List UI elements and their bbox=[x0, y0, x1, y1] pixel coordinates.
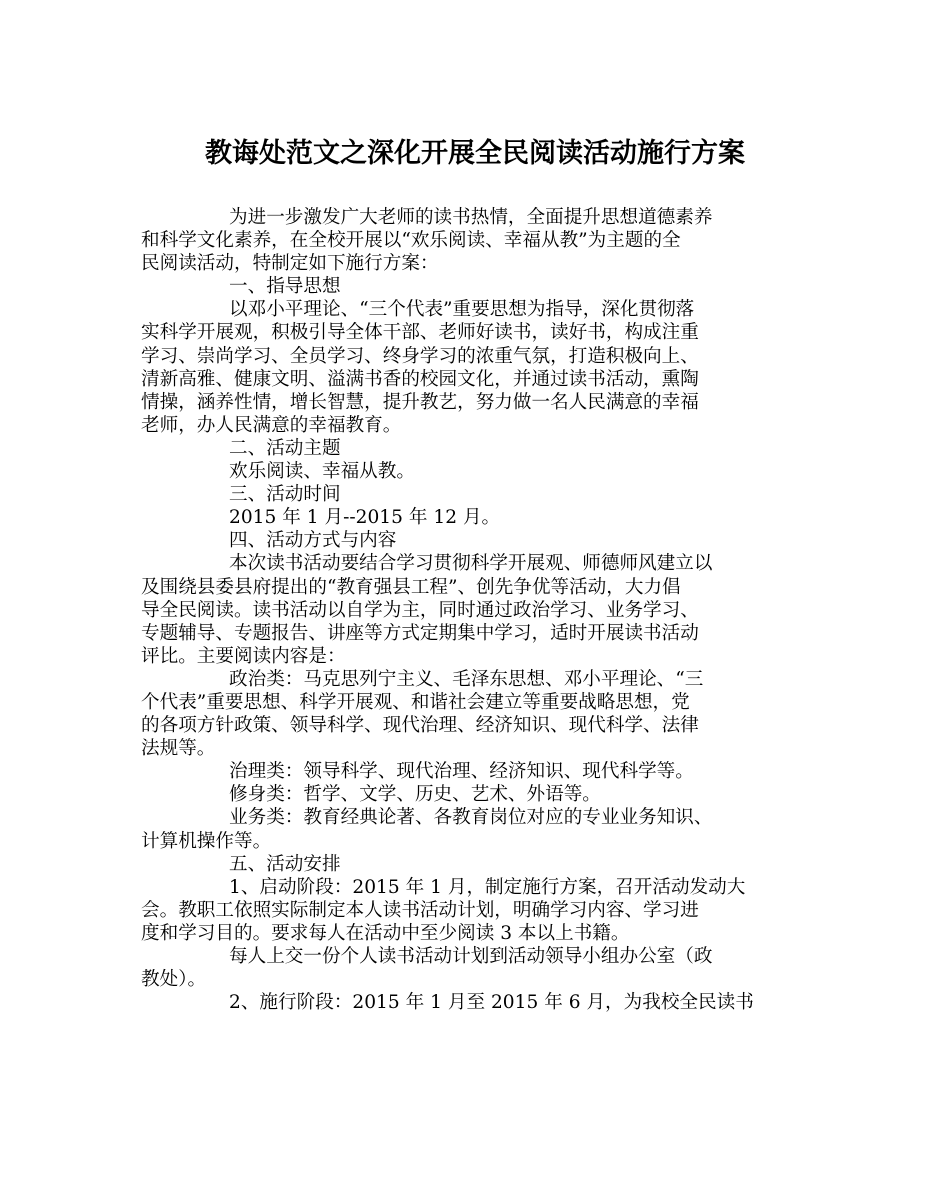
section-heading: 四、活动方式与内容 bbox=[229, 530, 397, 552]
paragraph-line: 欢乐阅读、幸福从教。 bbox=[229, 461, 415, 483]
paragraph-line: 个代表”重要思想、科学开展观、和谐社会建立等重要战略思想，党 bbox=[141, 691, 690, 713]
paragraph-line: 的各项方针政策、领导科学、现代治理、经济知识、现代科学、法律 bbox=[141, 715, 699, 737]
paragraph-line: 度和学习目的。要求每人在活动中至少阅读 3 本以上书籍。 bbox=[141, 922, 630, 944]
section-heading: 五、活动安排 bbox=[229, 853, 341, 875]
paragraph-line: 专题辅导、专题报告、讲座等方式定期集中学习，适时开展读书活动 bbox=[141, 622, 699, 644]
paragraph-line: 以邓小平理论、“三个代表”重要思想为指导，深化贯彻落 bbox=[229, 299, 695, 321]
paragraph-line: 每人上交一份个人读书活动计划到活动领导小组办公室（政 bbox=[229, 946, 713, 967]
paragraph-line: 政治类：马克思列宁主义、毛泽东思想、邓小平理论、“三 bbox=[229, 668, 704, 690]
document-title: 教诲处范文之深化开展全民阅读活动施行方案 bbox=[205, 138, 745, 169]
paragraph-line: 修身类：哲学、文学、历史、艺术、外语等。 bbox=[229, 784, 601, 806]
section-heading: 二、活动主题 bbox=[229, 437, 341, 459]
document-body bbox=[141, 206, 811, 1014]
paragraph-line: 及围绕县委县府提出的“教育强县工程”、创先争优等活动，大力倡 bbox=[141, 576, 681, 598]
paragraph-line: 治理类：领导科学、现代治理、经济知识、现代科学等。 bbox=[229, 761, 694, 783]
paragraph-line: 导全民阅读。读书活动以自学为主，同时通过政治学习、业务学习、 bbox=[141, 599, 699, 621]
paragraph-line: 情操，涵养性情，增长智慧，提升教艺，努力做一名人民满意的幸福 bbox=[141, 391, 699, 413]
section-heading: 三、活动时间 bbox=[229, 484, 341, 506]
paragraph-line: 2、施行阶段：2015 年 1 月至 2015 年 6 月，为我校全民读书 bbox=[229, 992, 754, 1014]
paragraph-line: 本次读书活动要结合学习贯彻科学开展观、师德师风建立以 bbox=[229, 553, 713, 575]
paragraph-line: 计算机操作等。 bbox=[141, 830, 272, 852]
paragraph-line: 评比。主要阅读内容是： bbox=[141, 645, 346, 667]
paragraph-line: 教处）。 bbox=[141, 969, 207, 991]
paragraph-line: 和科学文化素养，在全校开展以“欢乐阅读、幸福从教”为主题的全 bbox=[141, 230, 681, 252]
paragraph-line: 2015 年 1 月--2015 年 12 月。 bbox=[229, 507, 501, 529]
paragraph-line: 1、启动阶段：2015 年 1 月，制定施行方案，召开活动发动大 bbox=[229, 876, 746, 898]
paragraph-line: 老师，办人民满意的幸福教育。 bbox=[141, 414, 402, 436]
paragraph-line: 学习、崇尚学习、全员学习、终身学习的浓重气氛，打造积极向上、 bbox=[141, 345, 699, 367]
paragraph-line: 民阅读活动，特制定如下施行方案： bbox=[141, 253, 439, 275]
section-heading: 一、指导思想 bbox=[229, 276, 341, 298]
paragraph-line: 业务类：教育经典论著、各教育岗位对应的专业业务知识、 bbox=[229, 807, 713, 829]
paragraph-line: 会。教职工依照实际制定本人读书活动计划，明确学习内容、学习进 bbox=[141, 899, 699, 921]
paragraph-line: 法规等。 bbox=[141, 738, 216, 760]
paragraph-line: 为进一步激发广大老师的读书热情，全面提升思想道德素养 bbox=[229, 207, 713, 228]
paragraph-line: 清新高雅、健康文明、溢满书香的校园文化，并通过读书活动，熏陶 bbox=[141, 368, 699, 390]
paragraph-line: 实科学开展观，积极引导全体干部、老师好读书，读好书，构成注重 bbox=[141, 322, 699, 344]
